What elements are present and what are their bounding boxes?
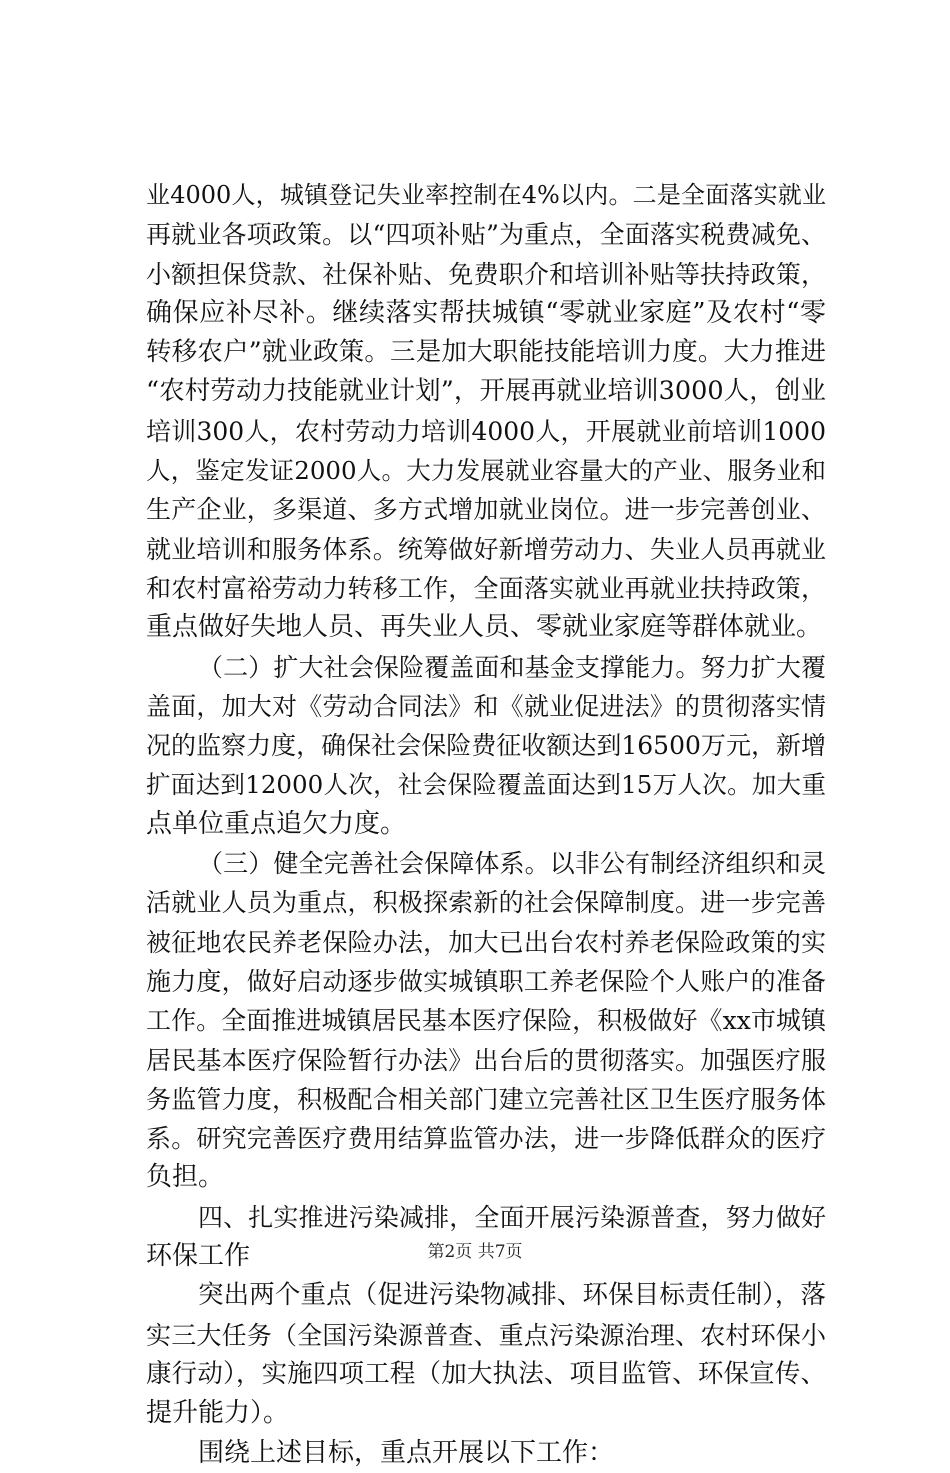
text-line: 负担。: [146, 1162, 225, 1193]
text-line: 确保应补尽补。继续落实帮扶城镇“零就业家庭”及农村“零: [146, 297, 826, 328]
text-line: 小额担保贷款、社保补贴、免费职介和培训补贴等扶持政策，: [146, 259, 826, 289]
section-heading-line: （三）健全完善社会保障体系。以非公有制经济组织和灵: [198, 849, 826, 879]
text-line: 活就业人员为重点，积极探索新的社会保障制度。进一步完善: [146, 888, 826, 918]
text-line: “农村劳动力技能就业计划”，开展再就业培训3000人，创业: [146, 376, 826, 407]
text-line: 被征地农民养老保险办法，加大已出台农村养老保险政策的实: [146, 927, 826, 957]
text-line: 扩面达到12000人次，社会保险覆盖面达到15万人次。加大重: [146, 770, 826, 800]
text-line: 重点做好失地人员、再失业人员、零就业家庭等群体就业。: [146, 612, 823, 643]
text-line: 况的监察力度，确保社会保险费征收额达到16500万元，新增: [146, 731, 826, 761]
text-line: 和农村富裕劳动力转移工作，全面落实就业再就业扶持政策，: [146, 573, 826, 603]
text-line: 突出两个重点（促进污染物减排、环保目标责任制），落: [198, 1280, 826, 1311]
section-heading-line: 四、扎实推进污染减排，全面开展污染源普查，努力做好: [198, 1202, 826, 1232]
text-line: 转移农户”就业政策。三是加大职能技能培训力度。大力推进: [146, 337, 826, 368]
text-line: 盖面，加大对《劳动合同法》和《就业促进法》的贯彻落实情: [146, 691, 826, 721]
text-line: 人，鉴定发证2000人。大力发展就业容量大的产业、服务业和: [146, 456, 826, 486]
text-line: 居民基本医疗保险暂行办法》出台后的贯彻落实。加强医疗服: [146, 1045, 826, 1075]
text-line: 康行动），实施四项工程（加大执法、项目监管、环保宣传、: [146, 1358, 826, 1389]
text-line: 务监管力度，积极配合相关部门建立完善社区卫生医疗服务体: [146, 1084, 826, 1114]
text-line: 提升能力）。: [146, 1398, 290, 1429]
text-line: 点单位重点追欠力度。: [146, 808, 407, 839]
text-line: 业4000人，城镇登记失业率控制在4%以内。二是全面落实就业: [146, 181, 826, 209]
text-line: 生产企业，多渠道、多方式增加就业岗位。进一步完善创业、: [146, 495, 826, 525]
text-line: 施力度，做好启动逐步做实城镇职工养老保险个人账户的准备: [146, 966, 826, 996]
page-number-footer: 第2页 共7页: [427, 1242, 523, 1262]
text-line: 实三大任务（全国污染源普查、重点污染源治理、农村环保小: [146, 1320, 826, 1350]
section-heading-line: （二）扩大社会保险覆盖面和基金支撑能力。努力扩大覆: [198, 652, 826, 682]
text-line: 就业培训和服务体系。统筹做好新增劳动力、失业人员再就业: [146, 534, 826, 564]
text-line: 环保工作: [146, 1241, 251, 1272]
document-body: [146, 176, 826, 1473]
text-line: 工作。全面推进城镇居民基本医疗保险，积极做好《xx市城镇: [146, 1006, 826, 1036]
text-line: 再就业各项政策。以“四项补贴”为重点，全面落实税费减免、: [146, 220, 826, 250]
text-line: 系。研究完善医疗费用结算监管办法，进一步降低群众的医疗: [146, 1124, 826, 1154]
text-line: 培训300人，农村劳动力培训4000人，开展就业前培训1000: [146, 416, 826, 446]
text-line: 围绕上述目标，重点开展以下工作：: [198, 1437, 615, 1468]
